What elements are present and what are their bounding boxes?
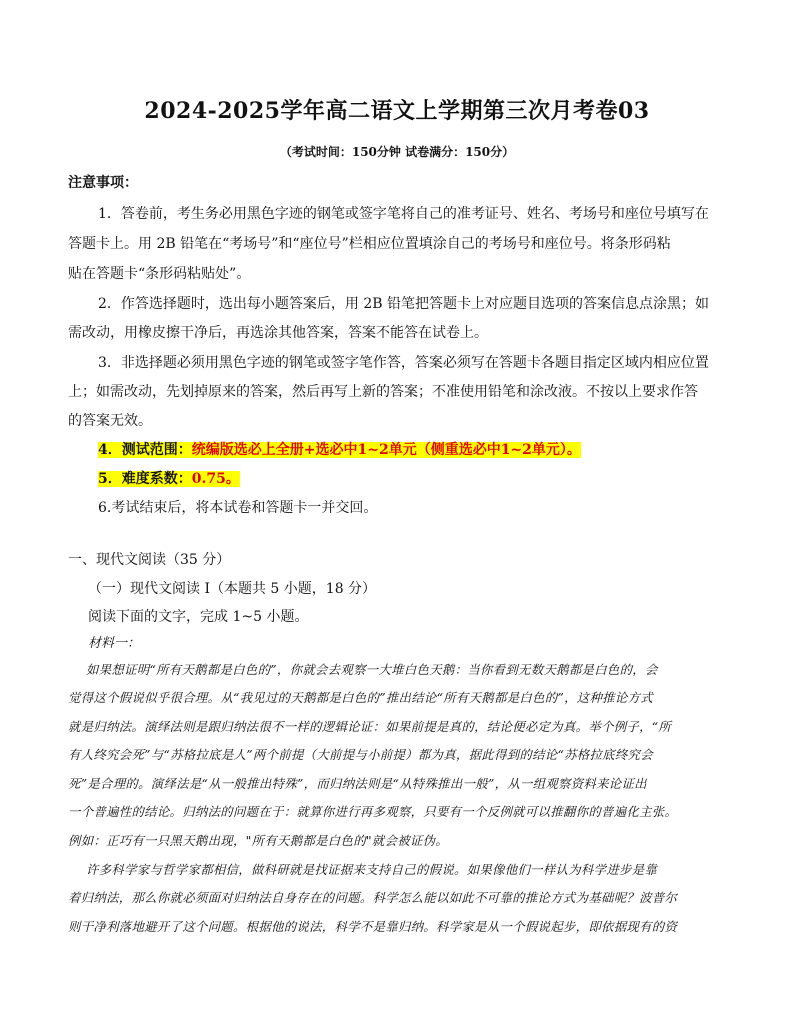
notice-1-line-3: 贴在答题卡“条形码粘贴处”。 [68,266,251,282]
material-p1-line-7: 例如：正巧有一只黑天鹅出现，"所有天鹅都是白色的"就会被证伪。 [68,833,449,848]
material-p1-line-3: 就是归纳法。演绎法则是跟归纳法很不一样的逻辑论证：如果前提是真的，结论便必定为真。举个例子，“所 [68,719,672,734]
material-p1-line-2: 觉得这个假说似乎很合理。从“我见过的天鹅都是白色的”推出结论“所有天鹅都是白色的”，这种推论方式 [68,690,653,705]
notice-5-value: 0.75。 [191,471,240,487]
material-p2-line-2: 着归纳法，那么你就必须面对归纳法自身存在的问题。科学怎么能以如此不可靠的推论方式为基础呢？波普尔 [68,890,678,905]
section-sub-heading: （一）现代文阅读 I（本题共 5 小题，18 分） [88,581,377,597]
notice-heading: 注意事项： [68,175,138,191]
notice-1-line-2: 答题卡上。用 2B 铅笔在“考场号”和“座位号”栏相应位置填涂自己的考场号和座位号。将条形码粘 [68,236,671,252]
notice-2-line-2: 需改动，用橡皮擦干净后，再选涂其他答案，答案不能答在试卷上。 [68,325,488,341]
notice-4 [98,439,581,459]
material-p2-line-3: 则干净利落地避开了这个问题。根据他的说法，科学不是靠归纳。科学家是从一个假说起步，即依据现有的资 [68,919,678,934]
notice-4-value: 统编版选必上全册+选必中1~2单元（侧重选必中1~2单元）。 [191,442,581,458]
notice-3-line-3: 的答案无效。 [68,413,152,429]
material-p2-line-1: 许多科学家与哲学家都相信，做科研就是找证据来支持自己的假说。如果像他们一样认为科学进步是靠 [86,862,658,877]
notice-4-label: 4．测试范围： [98,442,192,458]
material-p1-line-4: 有人终究会死”与“苏格拉底是人”两个前提（大前提与小前提）都为真，据此得到的结论“苏格拉底终究会 [68,747,653,762]
exam-subtitle: （考试时间：150分钟 试卷满分：150分） [279,145,515,159]
notice-6: 6.考试结束后，将本试卷和答题卡一并交回。 [98,500,378,516]
exam-title: 2024-2025学年高二语文上学期第三次月考卷03 [144,98,650,124]
material-p1-line-5: 死”是合理的。演绎法是“从一般推出特殊”，而归纳法则是“从特殊推出一般”，从一组观察资料来论证出 [68,776,647,791]
material-p1-line-6: 一个普遍性的结论。归纳法的问题在于：就算你进行再多观察，只要有一个反例就可以推翻你的普遍化主张。 [68,804,678,819]
notice-5 [98,468,240,488]
notice-3-line-1: 3．非选择题必须用黑色字迹的钢笔或签字笔作答，答案必须写在答题卡各题目指定区域内相应位置 [98,355,709,371]
reading-instruction: 阅读下面的文字，完成 1~5 小题。 [88,609,309,625]
section-heading: 一、现代文阅读（35 分） [68,552,231,568]
notice-2-line-1: 2．作答选择题时，选出每小题答案后，用 2B 铅笔把答题卡上对应题目选项的答案信息点涂黑；如 [98,296,710,312]
notice-3-line-2: 上；如需改动，先划掉原来的答案，然后再写上新的答案；不准使用铅笔和涂改液。不按以上要求作答 [68,384,698,400]
notice-1-line-1: 1．答卷前，考生务必用黑色字迹的钢笔或签字笔将自己的准考证号、姓名、考场号和座位号填写在 [98,206,709,222]
notice-5-label: 5．难度系数： [98,471,192,487]
material-p1-line-1: 如果想证明“所有天鹅都是白色的”，你就会去观察一大堆白色天鹅：当你看到无数天鹅都是白色的，会 [86,662,658,677]
material-label: 材料一： [88,636,141,651]
